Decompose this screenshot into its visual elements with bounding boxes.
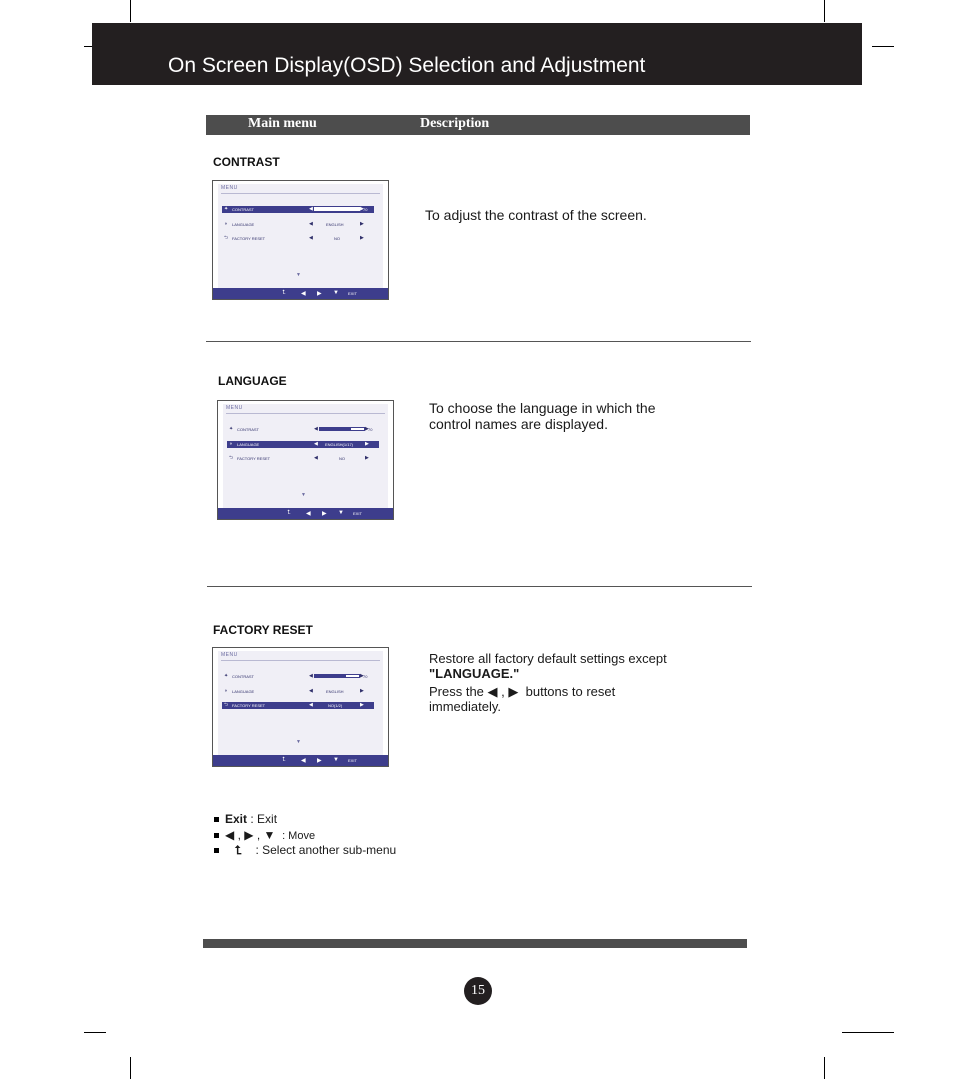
osd-row-language: ◑ LANGUAGE ◀ ENGLISH ▶ [224, 221, 364, 227]
page-number: 15 [464, 977, 492, 1005]
right-arrow-icon: ▶ [360, 235, 364, 241]
left-arrow-icon: ◀ [314, 455, 318, 461]
right-arrow-icon: ▶ [365, 426, 369, 432]
section-title-contrast: CONTRAST [213, 155, 280, 169]
contrast-bar [314, 207, 360, 211]
language-icon: ◑ [229, 441, 233, 447]
legend-move: ◀ , ▶ , ▼ : Move [214, 828, 315, 842]
crop-mark [824, 0, 825, 22]
description-contrast: To adjust the contrast of the screen. [425, 207, 647, 223]
section-divider [207, 586, 752, 587]
brightness-icon: ✦ [224, 206, 229, 212]
left-arrow-icon: ◀ [309, 235, 313, 241]
page-title: On Screen Display(OSD) Selection and Adjustment [168, 54, 646, 77]
osd-exit-label: EXIT [348, 758, 357, 763]
return-icon: ⮤ [287, 510, 291, 516]
return-icon: ⮤ [282, 757, 286, 763]
column-description: Description [420, 116, 490, 131]
right-arrow-icon: ▶ [365, 441, 369, 447]
crop-mark [842, 1032, 894, 1033]
crop-mark [130, 0, 131, 22]
right-arrow-icon: ▶ [317, 758, 322, 764]
bullet-icon [214, 848, 219, 853]
reset-icon: ⮌ [224, 235, 229, 241]
section-title-factory-reset: FACTORY RESET [213, 623, 313, 637]
osd-row-language: ◑ LANGUAGE ◀ ENGLISH ▶ [224, 688, 364, 694]
osd-row-factory-reset: ⮌ FACTORY RESET ◀ NO ▶ [224, 235, 364, 241]
crop-mark [872, 46, 894, 47]
contrast-bar [314, 674, 360, 678]
osd-footer [213, 755, 388, 766]
left-arrow-icon: ◀ [487, 684, 498, 699]
osd-exit-label: EXIT [353, 511, 362, 516]
contrast-bar [319, 427, 365, 431]
column-main-menu: Main menu [248, 116, 317, 131]
left-arrow-icon: ◀ [314, 441, 318, 447]
osd-row-contrast: ✦ CONTRAST ◀ ▶ 70 [229, 426, 373, 432]
left-arrow-icon: ◀ [301, 291, 306, 297]
right-arrow-icon: ▶ [360, 688, 364, 694]
right-arrow-icon: ▶ [360, 206, 364, 212]
crop-mark [130, 1057, 131, 1079]
language-icon: ◑ [224, 221, 228, 227]
reset-icon: ⮌ [224, 702, 229, 708]
osd-row-factory-reset: ⮌ FACTORY RESET ◀ NO ▶ [229, 455, 369, 461]
down-arrow-icon: ▼ [296, 739, 301, 745]
language-icon: ◑ [224, 688, 228, 694]
brightness-icon: ✦ [224, 673, 229, 679]
osd-screenshot-contrast [212, 180, 389, 300]
return-icon: ⮤ [235, 843, 243, 857]
crop-mark [824, 1057, 825, 1079]
osd-row-contrast: ✦ CONTRAST ◀ ▶ 70 [222, 206, 374, 213]
left-arrow-icon: ◀ [309, 206, 313, 212]
osd-footer [213, 288, 388, 299]
right-arrow-icon: ▶ [360, 702, 364, 708]
left-arrow-icon: ◀ [309, 688, 313, 694]
footer-bar [203, 939, 747, 948]
down-arrow-icon: ▼ [333, 757, 339, 763]
osd-menu-label: MENU [221, 652, 238, 658]
legend-exit: Exit : Exit [214, 812, 277, 826]
osd-menu-label: MENU [221, 185, 238, 191]
right-arrow-icon: ▶ [317, 291, 322, 297]
left-arrow-icon: ◀ [309, 702, 313, 708]
bullet-icon [214, 817, 219, 822]
right-arrow-icon: ▶ [508, 684, 519, 699]
section-divider [206, 341, 751, 342]
down-arrow-icon: ▼ [301, 492, 306, 498]
page-header [92, 23, 862, 85]
right-arrow-icon: ▶ [244, 828, 254, 842]
osd-row-factory-reset: ⮌ FACTORY RESET ◀ NO(1/2) ▶ [222, 702, 374, 709]
osd-footer [218, 508, 393, 519]
left-arrow-icon: ◀ [314, 426, 318, 432]
crop-mark [84, 1032, 106, 1033]
left-arrow-icon: ◀ [306, 511, 311, 517]
left-arrow-icon: ◀ [309, 221, 313, 227]
reset-icon: ⮌ [229, 455, 234, 461]
osd-menu-label: MENU [226, 405, 243, 411]
left-arrow-icon: ◀ [225, 828, 235, 842]
right-arrow-icon: ▶ [360, 221, 364, 227]
left-arrow-icon: ◀ [309, 673, 313, 679]
right-arrow-icon: ▶ [365, 455, 369, 461]
description-factory-reset: Restore all factory default settings except "LANGUAGE." Press the ◀ , ▶ buttons to reset immediately. [429, 651, 667, 714]
return-icon: ⮤ [282, 290, 286, 296]
table-header [206, 115, 750, 135]
right-arrow-icon: ▶ [360, 673, 364, 679]
osd-row-contrast: ✦ CONTRAST ◀ ▶ 70 [224, 673, 368, 679]
bullet-icon [214, 833, 219, 838]
osd-screenshot-language [217, 400, 394, 520]
section-title-language: LANGUAGE [218, 374, 287, 388]
description-language: To choose the language in which the control names are displayed. [429, 400, 656, 432]
osd-row-language: ◑ LANGUAGE ◀ ENGLISH(1/17) ▶ [227, 441, 379, 448]
brightness-icon: ✦ [229, 426, 234, 432]
osd-exit-label: EXIT [348, 291, 357, 296]
down-arrow-icon: ▼ [338, 510, 344, 516]
left-arrow-icon: ◀ [301, 758, 306, 764]
osd-screenshot-factory-reset [212, 647, 389, 767]
down-arrow-icon: ▼ [263, 828, 276, 842]
down-arrow-icon: ▼ [333, 290, 339, 296]
right-arrow-icon: ▶ [322, 511, 327, 517]
down-arrow-icon: ▼ [296, 272, 301, 278]
legend-select: ⮤ : Select another sub-menu [214, 843, 396, 858]
